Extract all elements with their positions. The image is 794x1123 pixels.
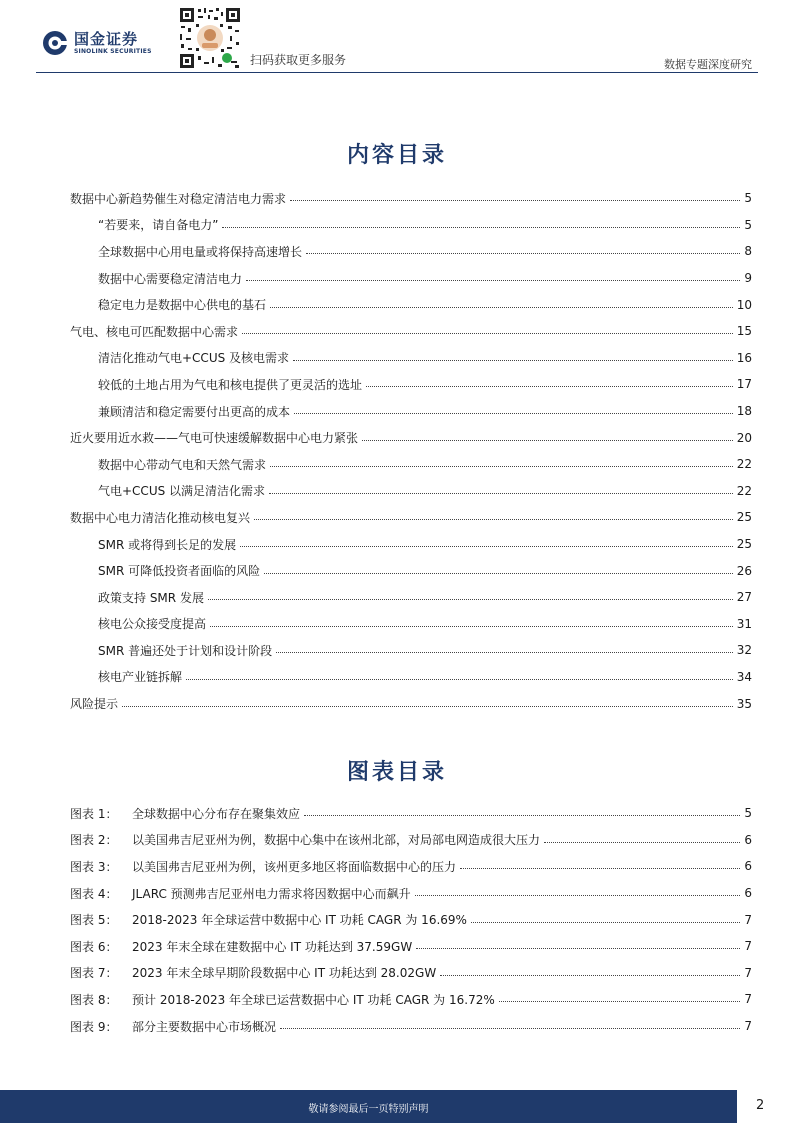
figure-entry-title: JLARC 预测弗吉尼亚州电力需求将因数据中心而飙升 xyxy=(132,886,411,901)
dot-leader xyxy=(366,377,733,387)
scan-hint-text: 扫码获取更多服务 xyxy=(250,53,347,67)
figure-entry-page: 7 xyxy=(744,912,752,927)
toc-entry-page: 10 xyxy=(736,297,752,312)
toc-entry-title: 气电+CCUS 以满足清洁化需求 xyxy=(98,484,266,499)
dot-leader xyxy=(208,590,733,600)
sinolink-logo-icon xyxy=(42,30,68,56)
figure-entry-page: 7 xyxy=(744,965,752,980)
dot-leader xyxy=(186,670,733,680)
figure-entry-label: 图表 4： xyxy=(70,886,118,901)
figure-entry-page: 7 xyxy=(744,1019,752,1034)
dot-leader xyxy=(270,457,733,467)
dot-leader xyxy=(246,271,740,281)
toc-entry-page: 25 xyxy=(736,510,752,525)
toc-entry-page: 32 xyxy=(736,643,752,658)
toc-entry-page: 27 xyxy=(736,590,752,605)
toc-entry-page: 26 xyxy=(736,563,752,578)
toc-entry-page: 16 xyxy=(736,350,752,365)
toc-entry[interactable] xyxy=(70,664,752,691)
figure-entry-label: 图表 5： xyxy=(70,913,118,928)
figure-list xyxy=(70,800,752,1039)
toc-entry-page: 18 xyxy=(736,404,752,419)
dot-leader xyxy=(304,806,740,816)
toc-entry-page: 15 xyxy=(736,324,752,339)
toc-entry-title: 政策支持 SMR 发展 xyxy=(98,590,204,605)
figure-entry[interactable] xyxy=(70,800,752,827)
toc-entry-page: 22 xyxy=(736,483,752,498)
dot-leader xyxy=(122,697,733,707)
toc-entry[interactable] xyxy=(70,212,752,239)
toc-entry-title: 全球数据中心用电量或将保持高速增长 xyxy=(98,244,303,259)
figure-entry[interactable] xyxy=(70,827,752,854)
toc-entry-title: 近火要用近水救——气电可快速缓解数据中心电力紧张 xyxy=(70,431,359,446)
figure-entry-label: 图表 8： xyxy=(70,992,118,1007)
dot-leader xyxy=(210,617,733,627)
figure-entry-page: 7 xyxy=(744,939,752,954)
figure-entry-label: 图表 7： xyxy=(70,966,118,981)
toc-entry[interactable] xyxy=(70,398,752,425)
toc-entry-title: 数据中心新趋势催生对稳定清洁电力需求 xyxy=(70,191,287,206)
toc-entry-page: 20 xyxy=(736,430,752,445)
toc-entry-page: 17 xyxy=(736,377,752,392)
logo-en-text: SINOLINK SECURITIES xyxy=(74,47,152,55)
toc-entry[interactable] xyxy=(70,584,752,611)
toc-entry[interactable] xyxy=(70,238,752,265)
toc-entry-page: 35 xyxy=(736,696,752,711)
dot-leader xyxy=(440,966,740,976)
figure-entry[interactable] xyxy=(70,880,752,907)
toc-entry-title: 气电、核电可匹配数据中心需求 xyxy=(70,324,239,339)
toc-entry-page: 31 xyxy=(736,616,752,631)
figure-entry[interactable] xyxy=(70,906,752,933)
page-footer xyxy=(0,1090,794,1123)
qr-code-icon[interactable] xyxy=(178,6,242,70)
figure-entry-label: 图表 2： xyxy=(70,833,118,848)
figure-entry-label: 图表 1： xyxy=(70,806,118,821)
toc-entry[interactable] xyxy=(70,424,752,451)
toc-entry-title: 较低的土地占用为气电和核电提供了更灵活的选址 xyxy=(98,377,363,392)
dot-leader xyxy=(362,431,733,441)
dot-leader xyxy=(269,484,733,494)
figure-entry-title: 2018-2023 年全球运营中数据中心 IT 功耗 CAGR 为 16.69% xyxy=(132,913,467,928)
toc-entry-title: “若要来，请自备电力” xyxy=(98,218,219,233)
dot-leader xyxy=(460,859,740,869)
toc-entry[interactable] xyxy=(70,531,752,558)
dot-leader xyxy=(270,298,733,308)
toc-entry[interactable] xyxy=(70,478,752,505)
toc-entry-title: 稳定电力是数据中心供电的基石 xyxy=(98,298,267,313)
figure-entry-label: 图表 6： xyxy=(70,939,118,954)
dot-leader xyxy=(242,324,733,334)
dot-leader xyxy=(499,992,741,1002)
figure-entry[interactable] xyxy=(70,986,752,1013)
dot-leader xyxy=(254,510,733,520)
toc-entry[interactable] xyxy=(70,611,752,638)
figure-entry-page: 6 xyxy=(744,859,752,874)
toc-entry[interactable] xyxy=(70,185,752,212)
toc-entry-page: 22 xyxy=(736,457,752,472)
figure-entry-title: 以美国弗吉尼亚州为例，数据中心集中在该州北部，对局部电网造成很大压力 xyxy=(132,833,541,848)
toc-entry-page: 25 xyxy=(736,537,752,552)
figure-entry-title: 以美国弗吉尼亚州为例，该州更多地区将面临数据中心的压力 xyxy=(132,859,457,874)
figure-entry-title: 2023 年末全球早期阶段数据中心 IT 功耗达到 28.02GW xyxy=(132,966,437,981)
figure-entry[interactable] xyxy=(70,960,752,987)
toc-entry-page: 8 xyxy=(744,244,752,259)
toc-entry-page: 34 xyxy=(736,669,752,684)
dot-leader xyxy=(306,244,740,254)
dot-leader xyxy=(294,404,733,414)
dot-leader xyxy=(222,218,740,228)
dot-leader xyxy=(276,643,733,653)
toc-entry-title: 风险提示 xyxy=(70,697,119,712)
footer-bar xyxy=(0,1090,737,1123)
figure-entry-page: 5 xyxy=(744,806,752,821)
figure-entry-page: 7 xyxy=(744,992,752,1007)
toc-entry[interactable] xyxy=(70,690,752,717)
figure-list-title: 图表目录 xyxy=(346,759,447,785)
toc-entry-title: 清洁化推动气电+CCUS 及核电需求 xyxy=(98,351,290,366)
logo-cn-text: 国金证券 xyxy=(74,29,139,48)
figure-entry[interactable] xyxy=(70,1013,752,1040)
toc-entry[interactable] xyxy=(70,345,752,372)
toc-entry[interactable] xyxy=(70,291,752,318)
figure-entry-title: 2023 年末全球在建数据中心 IT 功耗达到 37.59GW xyxy=(132,939,413,954)
dot-leader xyxy=(290,191,740,201)
dot-leader xyxy=(293,351,733,361)
toc-entry-page: 9 xyxy=(744,271,752,286)
figure-entry-title: 部分主要数据中心市场概况 xyxy=(132,1019,277,1034)
toc-entry[interactable] xyxy=(70,371,752,398)
toc-entry-title: 核电公众接受度提高 xyxy=(98,617,207,632)
toc-entry-title: 核电产业链拆解 xyxy=(98,670,183,685)
dot-leader xyxy=(544,833,740,843)
table-of-contents xyxy=(70,185,752,717)
page-header xyxy=(0,0,794,80)
figure-entry[interactable] xyxy=(70,933,752,960)
header-divider xyxy=(36,72,758,73)
dot-leader xyxy=(415,886,741,896)
figure-entry-title: 全球数据中心分布存在聚集效应 xyxy=(132,806,301,821)
toc-entry[interactable] xyxy=(70,265,752,292)
toc-entry-page: 5 xyxy=(744,217,752,232)
dot-leader xyxy=(471,913,740,923)
toc-entry-title: SMR 或将得到长足的发展 xyxy=(98,537,237,552)
toc-entry[interactable] xyxy=(70,318,752,345)
toc-entry-page: 5 xyxy=(744,191,752,206)
toc-entry[interactable] xyxy=(70,451,752,478)
toc-title: 内容目录 xyxy=(346,142,447,168)
dot-leader xyxy=(240,537,733,547)
report-type-label: 数据专题深度研究 xyxy=(664,58,752,71)
toc-entry-title: SMR 普遍还处于计划和设计阶段 xyxy=(98,643,273,658)
figure-entry-page: 6 xyxy=(744,832,752,847)
toc-entry-title: 数据中心带动气电和天然气需求 xyxy=(98,457,267,472)
dot-leader xyxy=(264,564,733,574)
figure-entry-title: 预计 2018-2023 年全球已运营数据中心 IT 功耗 CAGR 为 16.72% xyxy=(132,992,495,1007)
toc-entry[interactable] xyxy=(70,504,752,531)
toc-entry[interactable] xyxy=(70,637,752,664)
company-logo xyxy=(42,30,152,56)
figure-entry-label: 图表 9： xyxy=(70,1019,118,1034)
toc-entry-title: 数据中心电力清洁化推动核电复兴 xyxy=(70,510,251,525)
figure-entry[interactable] xyxy=(70,853,752,880)
footer-disclaimer: 敬请参阅最后一页特别声明 xyxy=(308,1104,429,1115)
figure-entry-label: 图表 3： xyxy=(70,859,118,874)
dot-leader xyxy=(416,939,740,949)
toc-entry-title: SMR 可降低投资者面临的风险 xyxy=(98,564,261,579)
dot-leader xyxy=(280,1019,740,1029)
toc-entry-title: 兼顾清洁和稳定需要付出更高的成本 xyxy=(98,404,291,419)
figure-entry-page: 6 xyxy=(744,886,752,901)
toc-entry[interactable] xyxy=(70,557,752,584)
toc-entry-title: 数据中心需要稳定清洁电力 xyxy=(98,271,243,286)
page-number: 2 xyxy=(756,1098,765,1113)
